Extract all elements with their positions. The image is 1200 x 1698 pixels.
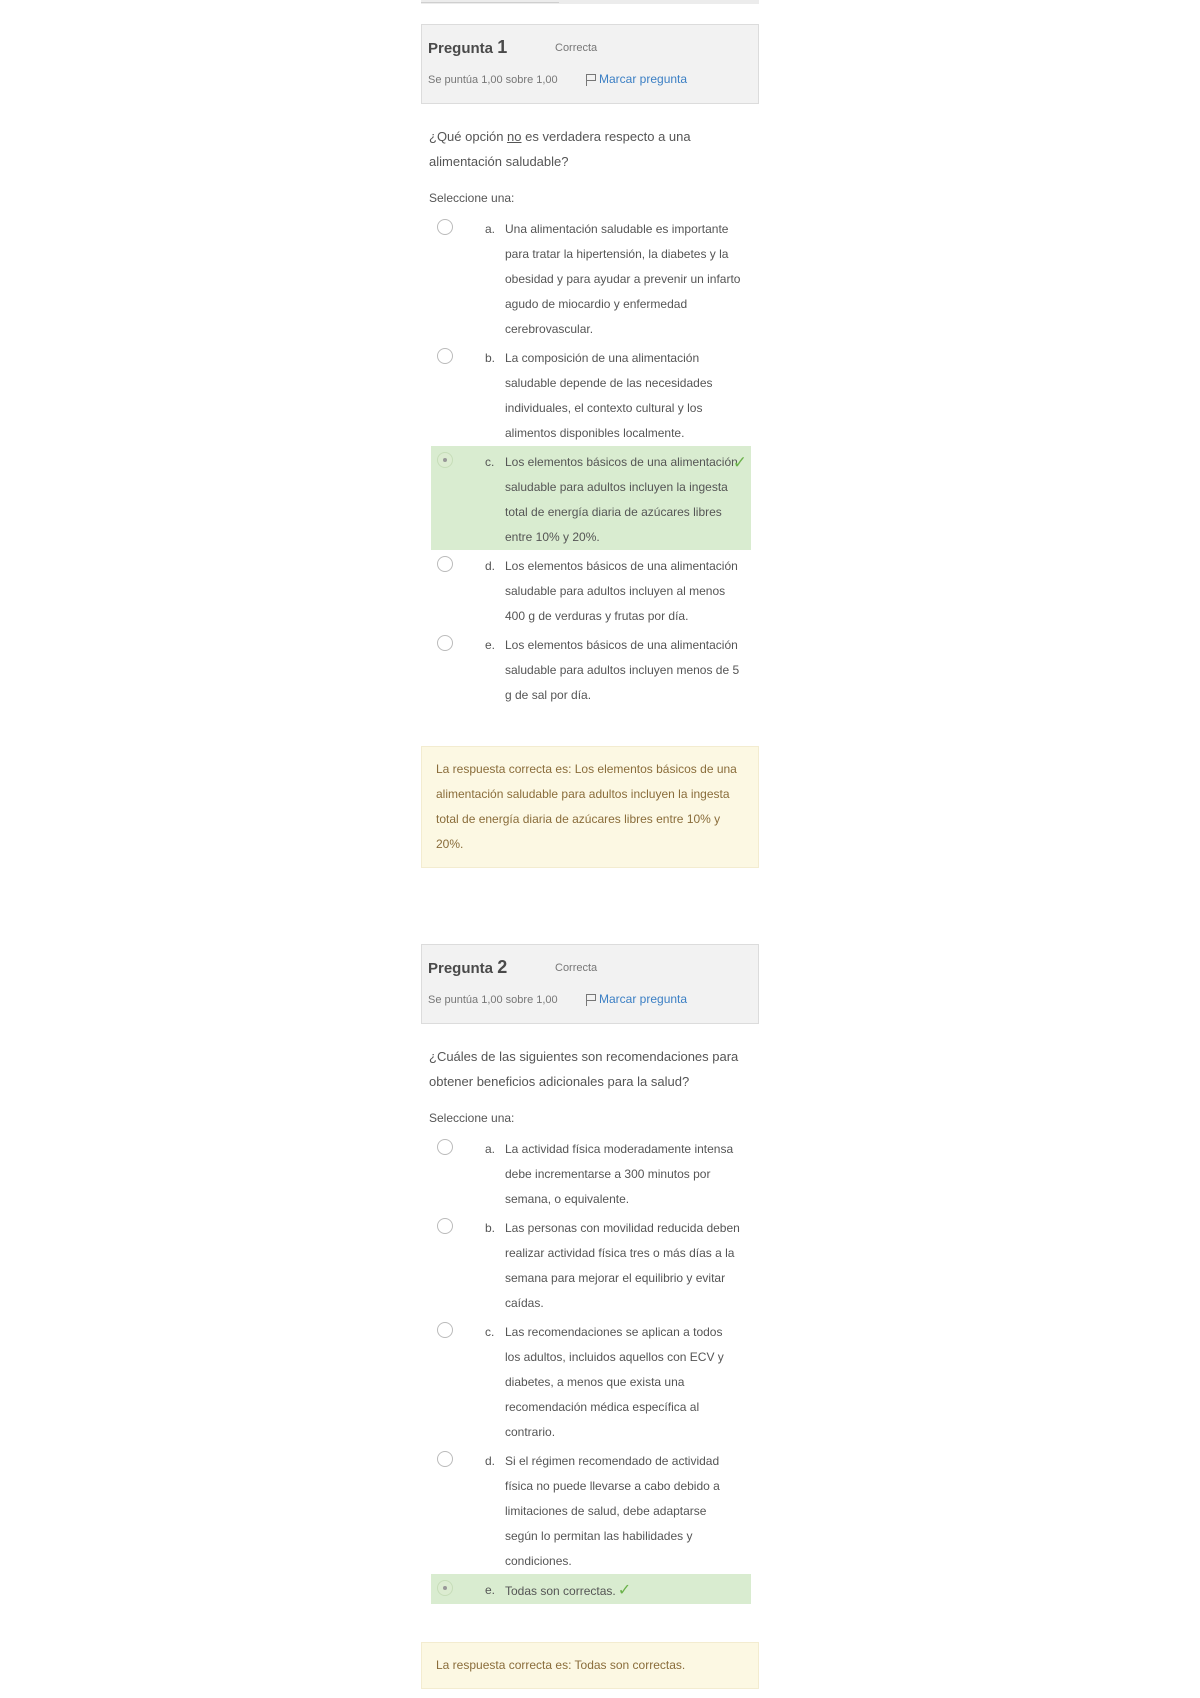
option-letter: d. xyxy=(485,559,496,573)
option-letter: e. xyxy=(485,1583,496,1597)
option-text: Una alimentación saludable es importante para tratar la hipertensión, la diabetes y la obesidad y para ayudar a prevenir un infarto agudo de miocardio y enfermedad cerebrovascular. xyxy=(505,222,741,336)
option-letter: a. xyxy=(485,222,496,236)
answer-options xyxy=(421,213,751,708)
question-grade: Se puntúa 1,00 sobre 1,00 xyxy=(428,994,558,1006)
question-1 xyxy=(421,24,759,868)
question-text: ¿Qué opción no es verdadera respecto a una alimentación saludable? xyxy=(429,129,691,169)
radio-button-selected[interactable] xyxy=(437,1580,453,1596)
flag-question-link[interactable] xyxy=(584,72,687,86)
question-state: Correcta xyxy=(555,962,598,974)
select-prompt: Seleccione una: xyxy=(429,191,515,205)
option-text: Los elementos básicos de una alimentación saludable para adultos incluyen al menos 400 g de verduras y frutas por día. xyxy=(505,559,738,623)
question-info xyxy=(421,24,759,104)
option-text: La actividad física moderadamente intensa debe incrementarse a 300 minutos por semana, o equivalente. xyxy=(505,1142,734,1206)
option-letter: e. xyxy=(485,638,496,652)
option-text: La composición de una alimentación saludable depende de las necesidades individuales, el contexto cultural y los alimentos disponibles localmente. xyxy=(505,351,713,440)
option-text: Las recomendaciones se aplican a todos los adultos, incluidos aquellos con ECV y diabetes, a menos que exista una recomendación médica específica al contrario. xyxy=(505,1325,724,1439)
answer-option-b[interactable] xyxy=(431,1212,751,1316)
option-letter: b. xyxy=(485,1221,496,1235)
option-text: Los elementos básicos de una alimentación saludable para adultos incluyen la ingesta total de energía diaria de azúcares libres entre 10% y 20%. xyxy=(505,455,738,544)
question-text: ¿Cuáles de las siguientes son recomendaciones para obtener beneficios adicionales para la salud? xyxy=(429,1049,739,1089)
active-tab-indicator xyxy=(421,0,559,3)
flag-question-label: Marcar pregunta xyxy=(599,992,688,1006)
option-text: Los elementos básicos de una alimentación saludable para adultos incluyen menos de 5 g de sal por día. xyxy=(505,638,740,702)
option-letter: c. xyxy=(485,455,495,469)
radio-button[interactable] xyxy=(437,1139,453,1155)
question-grade: Se puntúa 1,00 sobre 1,00 xyxy=(428,74,558,86)
question-info xyxy=(421,944,759,1024)
option-text: Todas son correctas. xyxy=(505,1584,616,1598)
flag-question-label: Marcar pregunta xyxy=(599,72,688,86)
radio-button[interactable] xyxy=(437,1451,453,1467)
question-number: 1 xyxy=(497,37,508,57)
radio-button[interactable] xyxy=(437,1218,453,1234)
answer-option-c[interactable] xyxy=(431,1316,751,1445)
option-letter: b. xyxy=(485,351,496,365)
right-answer-feedback: La respuesta correcta es: Todas son correctas. xyxy=(421,1642,759,1689)
answer-option-a[interactable] xyxy=(431,1133,751,1212)
option-letter: c. xyxy=(485,1325,495,1339)
flag-icon xyxy=(584,992,596,1006)
check-icon: ✓ xyxy=(732,453,747,472)
page-top-tabs xyxy=(421,0,759,4)
question-title: Pregunta 2 xyxy=(428,957,508,977)
option-letter: d. xyxy=(485,1454,496,1468)
flag-question-link[interactable] xyxy=(584,992,687,1006)
answer-options xyxy=(421,1133,751,1604)
radio-button[interactable] xyxy=(437,348,453,364)
answer-option-d[interactable] xyxy=(431,550,751,629)
answer-option-a[interactable] xyxy=(431,213,751,342)
radio-button[interactable] xyxy=(437,556,453,572)
option-letter: a. xyxy=(485,1142,496,1156)
check-icon: ✓ xyxy=(617,1582,632,1599)
question-text-emphasis: no xyxy=(507,129,522,144)
answer-option-d[interactable] xyxy=(431,1445,751,1574)
radio-button[interactable] xyxy=(437,219,453,235)
option-text: Si el régimen recomendado de actividad física no puede llevarse a cabo debido a limitaciones de salud, debe adaptarse según lo permitan las habilidades y condiciones. xyxy=(505,1454,720,1568)
answer-option-b[interactable] xyxy=(431,342,751,446)
answer-option-c[interactable] xyxy=(431,446,751,550)
option-text: Las personas con movilidad reducida deben realizar actividad física tres o más días a la semana para mejorar el equilibrio y evitar caídas. xyxy=(505,1221,740,1310)
question-number: 2 xyxy=(497,957,508,977)
radio-button-selected[interactable] xyxy=(437,452,453,468)
flag-icon xyxy=(584,72,596,86)
question-state: Correcta xyxy=(555,42,598,54)
radio-button[interactable] xyxy=(437,1322,453,1338)
select-prompt: Seleccione una: xyxy=(429,1111,515,1125)
right-answer-feedback: La respuesta correcta es: Los elementos básicos de una alimentación saludable para adultos incluyen la ingesta total de energía diaria de azúcares libres entre 10% y 20%. xyxy=(421,746,759,868)
question-title: Pregunta 1 xyxy=(428,37,508,57)
question-2 xyxy=(421,944,759,1689)
radio-button[interactable] xyxy=(437,635,453,651)
answer-option-e[interactable] xyxy=(431,1574,751,1604)
answer-option-e[interactable] xyxy=(431,629,751,708)
